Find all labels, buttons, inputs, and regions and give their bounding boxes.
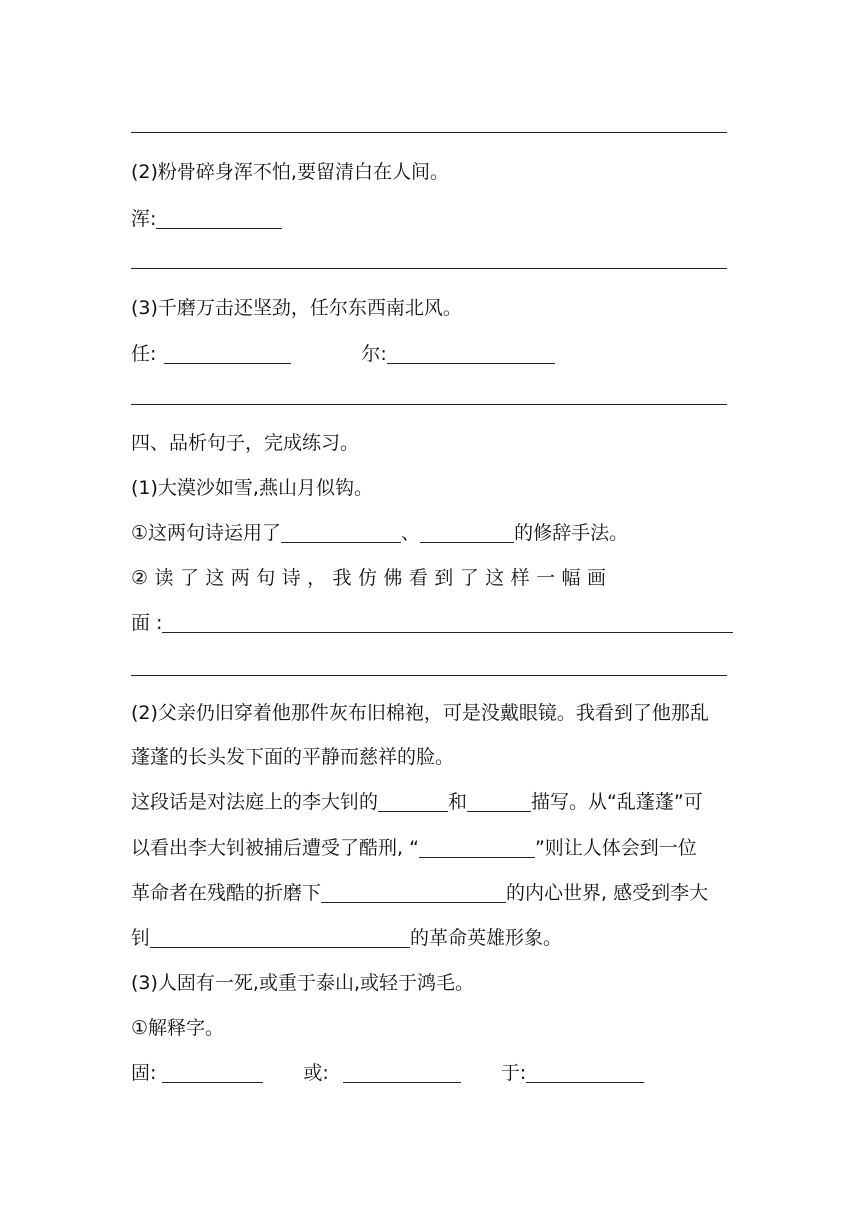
sentence-text: (2)父亲仍旧穿着他那件灰布旧棉袍，可是没戴眼镜。我看到了他那乱 [131, 702, 709, 724]
answer-line[interactable] [131, 268, 727, 269]
rhetoric-question [131, 521, 628, 545]
analysis-text: 这段话是对法庭上的李大钊的 [131, 791, 379, 813]
sentence-q2 [131, 160, 449, 184]
answer-blank[interactable] [150, 927, 410, 948]
sentence-s4-1 [131, 476, 373, 500]
answer-blank[interactable] [164, 343, 291, 364]
analysis-line-3 [131, 881, 708, 905]
sentence-q3 [131, 296, 462, 320]
answer-line[interactable] [131, 675, 727, 676]
answer-blank[interactable] [321, 882, 506, 903]
section-heading [131, 431, 359, 455]
imagery-question-cont [131, 611, 733, 635]
answer-blank[interactable] [419, 837, 535, 858]
separator: 、 [401, 522, 421, 544]
heading-text: 四、品析句子，完成练习。 [131, 432, 360, 454]
answer-blank[interactable] [162, 612, 733, 633]
analysis-text: ”则让人体会到一位 [534, 837, 697, 859]
analysis-text: 钊 [131, 927, 151, 949]
sentence-s4-2 [131, 701, 709, 725]
sentence-text: (3)人固有一死,或重于泰山,或轻于鸿毛。 [131, 972, 474, 994]
analysis-text: 革命者在残酷的折磨下 [131, 882, 322, 904]
analysis-text: 的革命英雄形象。 [410, 927, 563, 949]
answer-blank[interactable] [526, 1062, 644, 1083]
question-text: ② 读 了 这 两 句 诗 ， 我 仿 佛 看 到 了 这 样 一 幅 画 [131, 567, 607, 589]
analysis-text: 以看出李大钊被捕后遭受了酷刑, “ [131, 837, 419, 859]
explain-prompt [131, 1016, 224, 1040]
answer-blank[interactable] [281, 522, 401, 543]
answer-blank[interactable] [156, 208, 282, 229]
analysis-text: 的内心世界, 感受到李大 [506, 882, 709, 904]
question-text: 面 : [131, 612, 163, 634]
answer-blank[interactable] [467, 791, 531, 812]
definition-row [131, 342, 555, 366]
sentence-text: (1)大漠沙如雪,燕山月似钩。 [131, 477, 373, 499]
label-hun: 浑: [131, 208, 157, 230]
label-er: 尔: [361, 343, 387, 365]
answer-blank[interactable] [378, 791, 448, 812]
answer-line[interactable] [131, 132, 727, 133]
question-text: ①这两句诗运用了 [131, 522, 282, 544]
label-huo: 或: [303, 1062, 329, 1084]
label-gu: 固: [131, 1062, 157, 1084]
analysis-line-4 [131, 926, 562, 950]
analysis-line-1 [131, 790, 703, 814]
question-text: 的修辞手法。 [514, 522, 629, 544]
sentence-s4-3 [131, 971, 474, 995]
sentence-text: 蓬蓬的长头发下面的平静而慈祥的脸。 [131, 746, 455, 768]
definition-row [131, 1061, 644, 1085]
answer-blank[interactable] [162, 1062, 263, 1083]
label-yu: 于: [500, 1062, 527, 1084]
analysis-line-2 [131, 836, 697, 860]
answer-blank[interactable] [420, 522, 514, 543]
label-ren: 任: [131, 343, 157, 365]
answer-line[interactable] [131, 404, 727, 405]
answer-blank[interactable] [343, 1062, 461, 1083]
sentence-text: (2)粉骨碎身浑不怕,要留清白在人间。 [131, 161, 449, 183]
definition-row [131, 207, 282, 231]
question-text: ①解释字。 [131, 1017, 225, 1039]
answer-blank[interactable] [387, 343, 555, 364]
analysis-text: 和 [448, 791, 468, 813]
analysis-text: 描写。从“乱蓬蓬”可 [531, 791, 703, 813]
sentence-text: (3)千磨万击还坚劲，任尔东西南北风。 [131, 297, 462, 319]
sentence-s4-2-cont [131, 745, 454, 769]
imagery-question [131, 566, 606, 590]
